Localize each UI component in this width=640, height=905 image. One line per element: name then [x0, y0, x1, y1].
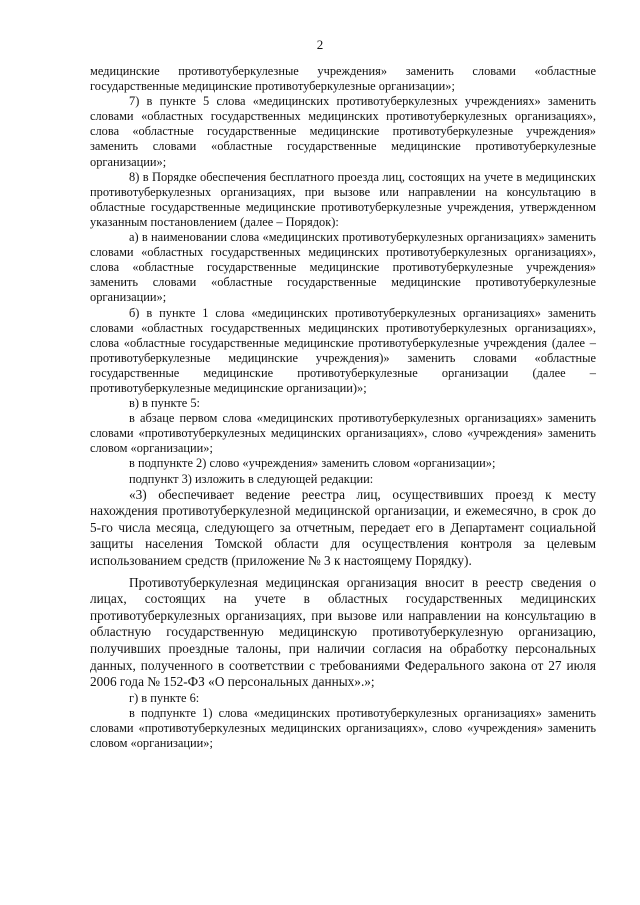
page-number: 2 — [316, 37, 324, 52]
paragraph-subpoint-2: в подпункте 2) слово «учреждения» заменить словом «организации»; — [129, 456, 496, 471]
paragraph-quoted-subpoint-3: «3) обеспечивает ведение реестра лиц, осуществивших проезд к месту нахождения противотуберкулезной медицинской организации, и ежемесячно, в срок до 5-го числа месяца, следующего за отчетным, передает его в Департамент социальной защиты населения Томской области для осуществления контроля за целевым использованием средств (приложение № 3 к настоящему Порядку). — [90, 486, 596, 568]
paragraph-first-abzats: в абзаце первом слова «медицинских противотуберкулезных организациях» заменить словами «противотуберкулезных медицинских организациях», слово «учреждения» заменить словом «организации»; — [90, 411, 596, 456]
paragraph-subpoint-3: подпункт 3) изложить в следующей редакции: — [129, 471, 374, 486]
paragraph-subpoint-1: в подпункте 1) слова «медицинских противотуберкулезных организациях» заменить словами «противотуберкулезных медицинских организациях», слово «учреждения» заменить словом «организации»; — [90, 705, 596, 751]
paragraph-item-8: 8) в Порядке обеспечения бесплатного проезда лиц, состоящих на учете в медицинских противотуберкулезных организациях, при вызове или направлении на консультацию в областные государственные медицинские противотуберкулезные учреждения, утвержденном указанным постановлением (далее – Порядок): — [90, 169, 596, 229]
paragraph-continuation: медицинские противотуберкулезные учреждения» заменить словами «областные государственные медицинские противотуберкулезные организации»; — [90, 64, 596, 94]
paragraph-subitem-v: в) в пункте 5: — [129, 396, 200, 411]
paragraph-item-7: 7) в пункте 5 слова «медицинских противотуберкулезных учреждениях» заменить словами «областных государственных медицинских противотуберкулезных организациях», слова «областные государственные медицинские противотуберкулезные учреждения» заменить словами «областные государственные медицинские противотуберкулезные организации»; — [90, 94, 596, 169]
paragraph-registry-info: Противотуберкулезная медицинская организация вносит в реестр сведения о лицах, состоящих на учете в областных государственных медицинских противотуберкулезных организациях, при вызове или направлении на консультацию в областную государственную медицинскую противотуберкулезную организацию, получивших проездные талоны, при наличии согласия на обработку персональных данных, полученного в соответствии с требованиями Федерального закона от 27 июля 2006 года № 152-ФЗ «О персональных данных».»; — [90, 574, 596, 690]
paragraph-subitem-b: б) в пункте 1 слова «медицинских противотуберкулезных организациях» заменить словами «областных государственных медицинских противотуберкулезных организациях», слова «областные государственные медицинские противотуберкулезные учреждения (далее – противотуберкулезные медицинские учреждения)» заменить словами «областные государственные медицинские противотуберкулезные организации (далее – противотуберкулезные медицинские организации)»; — [90, 305, 596, 395]
paragraph-subitem-g: г) в пункте 6: — [129, 690, 200, 705]
document-body — [90, 64, 596, 751]
paragraph-subitem-a: а) в наименовании слова «медицинских противотуберкулезных организациях» заменить словами «областных государственных медицинских противотуберкулезных организациях», слова «областные государственные медицинские противотуберкулезные учреждения» заменить словами «областные государственные медицинские противотуберкулезные организации»; — [90, 230, 596, 305]
